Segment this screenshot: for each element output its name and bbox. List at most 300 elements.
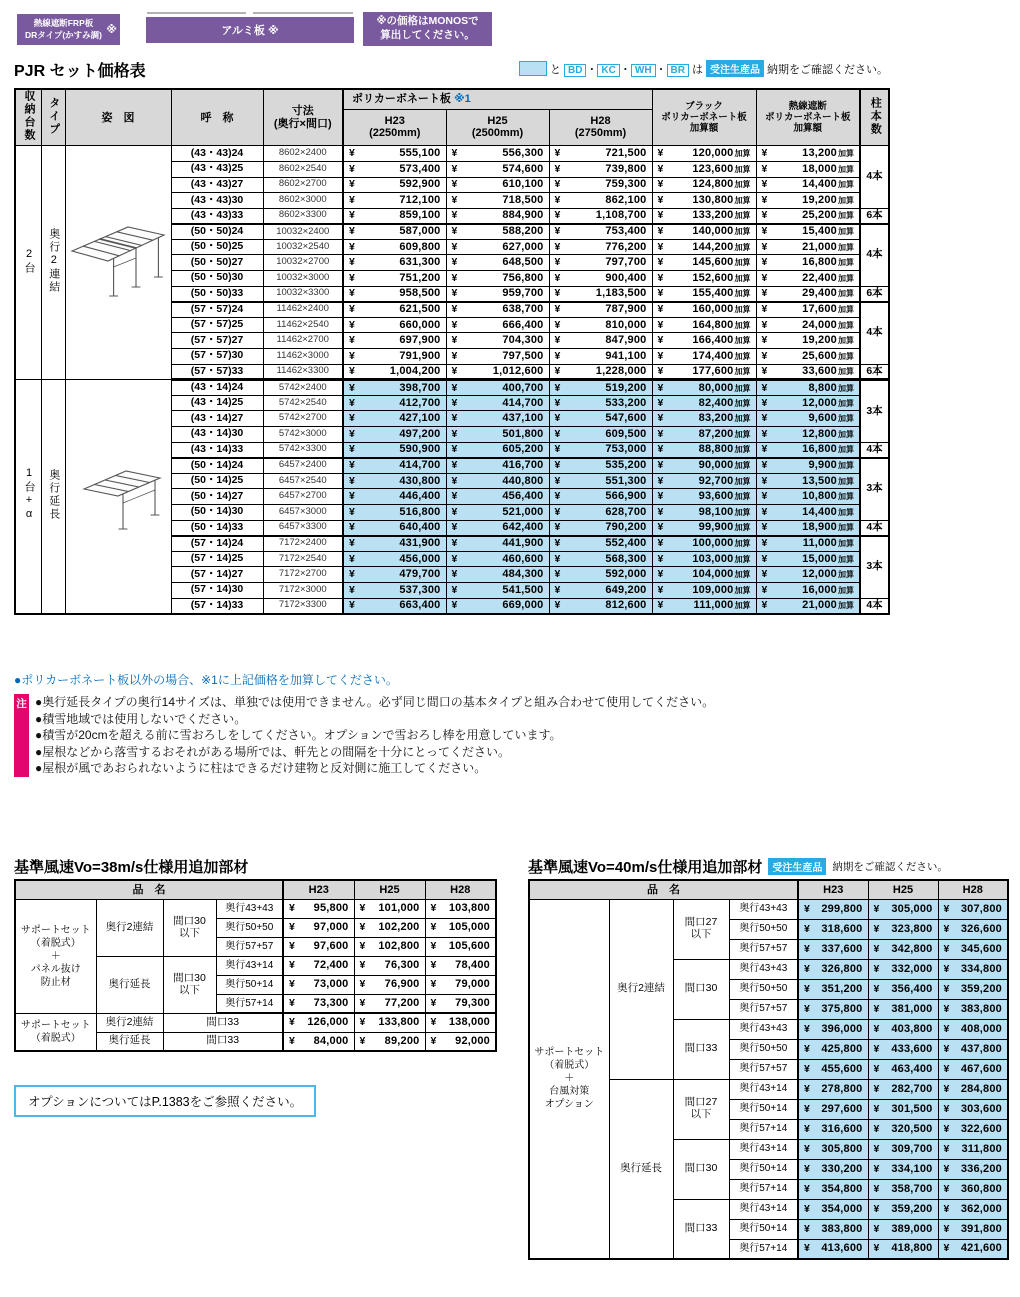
- price-cell: ¥ 776,200: [549, 239, 652, 255]
- price-cell: ¥ 516,800: [343, 504, 446, 520]
- price-cell: ¥ 535,200: [549, 458, 652, 474]
- price-cell: ¥ 413,600: [798, 1239, 868, 1259]
- price-cell: ¥ 93,600 加算: [652, 489, 756, 505]
- type-label: 奥行2連結: [96, 1013, 163, 1032]
- width-label: 間口30: [673, 1139, 729, 1199]
- price-cell: ¥ 282,700: [868, 1079, 938, 1099]
- price-cell: ¥ 663,400: [343, 598, 446, 614]
- type-label: 奥行2連結: [609, 899, 673, 1079]
- price-cell: ¥ 391,800: [938, 1219, 1008, 1239]
- price-cell: ¥ 299,800: [798, 899, 868, 919]
- price-cell: ¥ 959,700: [446, 286, 549, 302]
- pillar-count: 4本: [860, 442, 889, 458]
- price-cell: ¥ 25,600 加算: [756, 349, 860, 365]
- price-cell: ¥ 427,100: [343, 411, 446, 427]
- price-cell: ¥ 9,600 加算: [756, 411, 860, 427]
- model-name: (50・50)25: [171, 239, 263, 255]
- cell: H28: [938, 880, 1008, 899]
- model-name: (43・43)25: [171, 161, 263, 177]
- price-cell: ¥ 16,800 加算: [756, 255, 860, 271]
- made-to-order-badge: 受注生産品: [706, 60, 764, 77]
- depth-label: 奥行50+50: [729, 979, 798, 999]
- price-cell: ¥ 316,600: [798, 1119, 868, 1139]
- col-height-h25: H25 (2500mm): [446, 109, 549, 146]
- price-cell: ¥ 166,400 加算: [652, 333, 756, 349]
- model-name: (57・14)27: [171, 567, 263, 583]
- price-cell: ¥ 330,200: [798, 1159, 868, 1179]
- price-cell: ¥ 332,000: [868, 959, 938, 979]
- price-cell: ¥ 351,200: [798, 979, 868, 999]
- price-cell: ¥ 362,000: [938, 1199, 1008, 1219]
- model-name: (50・14)30: [171, 504, 263, 520]
- price-cell: ¥ 124,800 加算: [652, 177, 756, 193]
- model-name: (50・14)24: [171, 458, 263, 474]
- price-cell: ¥ 18,900 加算: [756, 520, 860, 536]
- price-cell: ¥ 941,100: [549, 349, 652, 365]
- size-value: 6457×2400: [263, 458, 343, 474]
- color-code-wh: WH: [631, 64, 656, 77]
- price-cell: ¥ 11,000 加算: [756, 536, 860, 552]
- price-cell: ¥ 33,600 加算: [756, 364, 860, 380]
- dot-separator: ・: [586, 63, 598, 76]
- model-name: (57・57)25: [171, 317, 263, 333]
- depth-label: 奥行43+14: [729, 1139, 798, 1159]
- price-cell: ¥ 322,600: [938, 1119, 1008, 1139]
- price-cell: ¥ 797,500: [446, 349, 549, 365]
- size-value: 11462×2700: [263, 333, 343, 349]
- price-cell: ¥ 358,700: [868, 1179, 938, 1199]
- price-cell: ¥ 79,300: [425, 994, 496, 1013]
- depth-label: 奥行57+14: [729, 1239, 798, 1259]
- depth-label: 奥行43+14: [216, 956, 283, 975]
- size-value: 7172×2400: [263, 536, 343, 552]
- carport-diagram-double: [69, 217, 167, 305]
- size-value: 8602×2700: [263, 177, 343, 193]
- price-cell: ¥ 14,400 加算: [756, 504, 860, 520]
- size-value: 11462×2400: [263, 302, 343, 318]
- size-value: 10032×3000: [263, 271, 343, 287]
- price-cell: ¥ 305,800: [798, 1139, 868, 1159]
- cell: H25: [868, 880, 938, 899]
- price-cell: ¥ 627,000: [446, 239, 549, 255]
- price-cell: ¥ 568,300: [549, 551, 652, 567]
- price-cell: ¥ 421,600: [938, 1239, 1008, 1259]
- type-label: 奥行2連結: [41, 146, 65, 380]
- col-height-h28: H28 (2750mm): [549, 109, 652, 146]
- price-cell: ¥ 398,700: [343, 380, 446, 396]
- model-name: (50・14)27: [171, 489, 263, 505]
- price-cell: ¥ 642,400: [446, 520, 549, 536]
- price-cell: ¥ 13,200 加算: [756, 146, 860, 162]
- size-value: 11462×3300: [263, 364, 343, 380]
- price-cell: ¥ 123,600 加算: [652, 161, 756, 177]
- model-name: (50・14)33: [171, 520, 263, 536]
- model-name: (57・14)30: [171, 582, 263, 598]
- depth-label: 奥行43+43: [729, 959, 798, 979]
- price-cell: ¥ 810,000: [549, 317, 652, 333]
- price-cell: ¥ 138,000: [425, 1013, 496, 1032]
- price-cell: ¥ 25,200 加算: [756, 208, 860, 224]
- pillar-count: 4本: [860, 146, 889, 208]
- price-cell: ¥ 753,000: [549, 442, 652, 458]
- price-cell: ¥ 797,700: [549, 255, 652, 271]
- depth-label: 奥行57+14: [729, 1179, 798, 1199]
- type-label: 奥行2連結: [96, 899, 163, 956]
- model-name: (57・14)33: [171, 598, 263, 614]
- size-value: 8602×2400: [263, 146, 343, 162]
- model-name: (50・50)33: [171, 286, 263, 302]
- type-label: 奥行延長: [41, 380, 65, 614]
- depth-label: 奥行50+50: [729, 919, 798, 939]
- size-value: 5742×3000: [263, 427, 343, 443]
- price-cell: ¥ 484,300: [446, 567, 549, 583]
- price-cell: ¥ 21,000 加算: [756, 598, 860, 614]
- highlight-swatch: [519, 61, 547, 76]
- price-cell: ¥ 446,400: [343, 489, 446, 505]
- size-value: 8602×2540: [263, 161, 343, 177]
- col-pillar-count: 柱本数: [860, 89, 889, 146]
- price-cell: ¥ 15,000 加算: [756, 551, 860, 567]
- price-cell: ¥ 78,400: [425, 956, 496, 975]
- polycarbonate-note: ●ポリカーボネート板以外の場合、※1に上記価格を加算してください。: [14, 673, 398, 687]
- legend-note: 納期をご確認ください。: [767, 63, 888, 76]
- option-reference-note: オプションについてはP.1383をご参照ください。: [14, 1085, 316, 1117]
- storage-count-label: 1台+α: [15, 380, 41, 614]
- pillar-count: 3本: [860, 458, 889, 520]
- price-cell: ¥ 15,400 加算: [756, 224, 860, 240]
- price-cell: ¥ 660,000: [343, 317, 446, 333]
- size-value: 7172×3300: [263, 598, 343, 614]
- price-cell: ¥ 649,200: [549, 582, 652, 598]
- price-cell: ¥ 416,700: [446, 458, 549, 474]
- depth-label: 奥行43+43: [729, 899, 798, 919]
- price-cell: ¥ 430,800: [343, 473, 446, 489]
- price-cell: ¥ 467,600: [938, 1059, 1008, 1079]
- depth-label: 奥行57+57: [729, 999, 798, 1019]
- price-cell: ¥ 573,400: [343, 161, 446, 177]
- model-name: (43・14)30: [171, 427, 263, 443]
- price-cell: ¥ 101,000: [354, 899, 425, 918]
- price-cell: ¥ 628,700: [549, 504, 652, 520]
- col-type: タイプ: [41, 89, 65, 146]
- model-name: (57・57)30: [171, 349, 263, 365]
- price-cell: ¥ 80,000 加算: [652, 380, 756, 396]
- price-cell: ¥ 88,800 加算: [652, 442, 756, 458]
- price-cell: ¥ 533,200: [549, 395, 652, 411]
- size-value: 5742×2540: [263, 395, 343, 411]
- price-cell: ¥ 418,800: [868, 1239, 938, 1259]
- price-cell: ¥ 884,900: [446, 208, 549, 224]
- price-cell: ¥ 574,600: [446, 161, 549, 177]
- price-cell: ¥ 383,800: [798, 1219, 868, 1239]
- price-cell: ¥ 12,000 加算: [756, 395, 860, 411]
- leader-line: [147, 12, 246, 14]
- price-cell: ¥ 900,400: [549, 271, 652, 287]
- price-cell: ¥ 19,200 加算: [756, 333, 860, 349]
- pillar-count: 4本: [860, 520, 889, 536]
- price-cell: ¥ 790,200: [549, 520, 652, 536]
- price-cell: ¥ 160,000 加算: [652, 302, 756, 318]
- model-name: (57・14)24: [171, 536, 263, 552]
- size-value: 7172×3000: [263, 582, 343, 598]
- price-cell: ¥ 16,800 加算: [756, 442, 860, 458]
- carport-single: [65, 380, 171, 614]
- page-title: PJR セット価格表: [14, 63, 146, 80]
- caution-items: [35, 694, 714, 777]
- price-cell: ¥ 334,800: [938, 959, 1008, 979]
- cell: H28: [425, 880, 496, 899]
- price-cell: ¥ 437,100: [446, 411, 549, 427]
- model-name: (43・14)27: [171, 411, 263, 427]
- width-label: 間口33: [673, 1199, 729, 1259]
- price-cell: ¥ 126,000: [283, 1013, 354, 1032]
- price-cell: ¥ 345,600: [938, 939, 1008, 959]
- width-label: 間口30: [673, 959, 729, 1019]
- depth-label: 奥行50+14: [729, 1099, 798, 1119]
- price-cell: ¥ 375,800: [798, 999, 868, 1019]
- price-cell: ¥ 144,200 加算: [652, 239, 756, 255]
- price-cell: ¥ 105,600: [425, 937, 496, 956]
- price-cell: ¥ 354,800: [798, 1179, 868, 1199]
- color-code-bd: BD: [564, 64, 586, 77]
- pillar-count: 3本: [860, 380, 889, 442]
- width-label: 間口27 以下: [673, 1079, 729, 1139]
- price-cell: ¥ 21,000 加算: [756, 239, 860, 255]
- dot-separator: ・: [655, 63, 667, 76]
- price-cell: ¥ 847,900: [549, 333, 652, 349]
- color-code-kc: KC: [597, 64, 619, 77]
- price-cell: ¥ 356,400: [868, 979, 938, 999]
- col-product-name: 品 名: [529, 880, 798, 899]
- price-cell: ¥ 120,000 加算: [652, 146, 756, 162]
- price-cell: ¥ 342,800: [868, 939, 938, 959]
- depth-label: 奥行43+14: [729, 1079, 798, 1099]
- caution-item: ●奥行延長タイプの奥行14サイズは、単独では使用できません。必ず同じ間口の基本タイプと組み合わせて使用してください。: [35, 695, 715, 709]
- price-cell: ¥ 111,000 加算: [652, 598, 756, 614]
- pillar-count: 6本: [860, 208, 889, 224]
- price-cell: ¥ 130,800 加算: [652, 193, 756, 209]
- price-cell: ¥ 437,800: [938, 1039, 1008, 1059]
- price-cell: ¥ 16,000 加算: [756, 582, 860, 598]
- model-name: (57・14)25: [171, 551, 263, 567]
- price-cell: ¥ 72,400: [283, 956, 354, 975]
- width-label: 間口30 以下: [163, 899, 216, 956]
- price-cell: ¥ 83,200 加算: [652, 411, 756, 427]
- price-cell: ¥ 1,004,200: [343, 364, 446, 380]
- frp-badge-line1: 熱線遮断FRP板: [33, 18, 94, 29]
- model-name: (57・57)24: [171, 302, 263, 318]
- price-cell: ¥ 609,500: [549, 427, 652, 443]
- price-cell: ¥ 669,000: [446, 598, 549, 614]
- price-cell: ¥ 174,400 加算: [652, 349, 756, 365]
- price-cell: ¥ 320,500: [868, 1119, 938, 1139]
- price-cell: ¥ 666,400: [446, 317, 549, 333]
- price-cell: ¥ 605,200: [446, 442, 549, 458]
- price-cell: ¥ 431,900: [343, 536, 446, 552]
- price-cell: ¥ 13,500 加算: [756, 473, 860, 489]
- price-cell: ¥ 100,000 加算: [652, 536, 756, 552]
- price-cell: ¥ 551,300: [549, 473, 652, 489]
- price-cell: ¥ 1,108,700: [549, 208, 652, 224]
- delivery-note: 納期をご確認ください。: [832, 861, 948, 873]
- model-name: (50・50)27: [171, 255, 263, 271]
- price-cell: ¥ 592,900: [343, 177, 446, 193]
- wind40-table-wrap: [528, 879, 1009, 1260]
- price-cell: ¥ 718,500: [446, 193, 549, 209]
- price-cell: ¥ 590,900: [343, 442, 446, 458]
- price-cell: ¥ 76,300: [354, 956, 425, 975]
- size-value: 6457×3000: [263, 504, 343, 520]
- price-cell: ¥ 396,000: [798, 1019, 868, 1039]
- price-cell: ¥ 862,100: [549, 193, 652, 209]
- product-name: サポートセット （着脱式） ＋ パネル抜け 防止材: [15, 899, 96, 1013]
- depth-label: 奥行57+57: [216, 937, 283, 956]
- frp-panel-badge: [17, 14, 120, 45]
- price-cell: ¥ 307,800: [938, 899, 1008, 919]
- price-cell: ¥ 22,400 加算: [756, 271, 860, 287]
- price-cell: ¥ 456,400: [446, 489, 549, 505]
- price-cell: ¥ 463,400: [868, 1059, 938, 1079]
- price-cell: ¥ 326,600: [938, 919, 1008, 939]
- price-cell: ¥ 519,200: [549, 380, 652, 396]
- price-cell: ¥ 587,000: [343, 224, 446, 240]
- wind40-table: [528, 879, 1009, 1260]
- price-cell: ¥ 76,900: [354, 975, 425, 994]
- width-label: 間口30 以下: [163, 956, 216, 1013]
- price-cell: ¥ 712,100: [343, 193, 446, 209]
- depth-label: 奥行50+14: [216, 975, 283, 994]
- caution-item: ●屋根などから落雪するおそれがある場所では、軒先との間隔を十分にとってください。: [35, 744, 511, 759]
- size-value: 10032×2400: [263, 224, 343, 240]
- size-value: 5742×2700: [263, 411, 343, 427]
- price-cell: ¥ 155,400 加算: [652, 286, 756, 302]
- price-cell: ¥ 90,000 加算: [652, 458, 756, 474]
- col-size: 寸法 (奥行×間口): [263, 89, 343, 146]
- col-product-name: 品 名: [15, 880, 283, 899]
- price-cell: ¥ 24,000 加算: [756, 317, 860, 333]
- price-cell: ¥ 12,000 加算: [756, 567, 860, 583]
- pillar-count: 3本: [860, 536, 889, 598]
- price-cell: ¥ 425,800: [798, 1039, 868, 1059]
- price-cell: ¥ 640,400: [343, 520, 446, 536]
- pjr-price-table: [14, 88, 890, 615]
- col-height-h23: H23 (2250mm): [343, 109, 446, 146]
- legend-text: と: [549, 63, 561, 76]
- price-cell: ¥ 323,800: [868, 919, 938, 939]
- price-cell: ¥ 1,183,500: [549, 286, 652, 302]
- cell: H23: [798, 880, 868, 899]
- price-cell: ¥ 95,800: [283, 899, 354, 918]
- price-cell: ¥ 631,300: [343, 255, 446, 271]
- price-cell: ¥ 359,200: [868, 1199, 938, 1219]
- pillar-count: 6本: [860, 286, 889, 302]
- price-cell: ¥ 610,100: [446, 177, 549, 193]
- model-name: (43・14)25: [171, 395, 263, 411]
- price-cell: ¥ 440,800: [446, 473, 549, 489]
- type-label: 奥行延長: [609, 1079, 673, 1259]
- price-cell: ¥ 721,500: [549, 146, 652, 162]
- price-cell: ¥ 389,000: [868, 1219, 938, 1239]
- color-code-list: [564, 61, 689, 77]
- price-cell: ¥ 326,800: [798, 959, 868, 979]
- width-label: 間口33: [673, 1019, 729, 1079]
- price-cell: ¥ 360,800: [938, 1179, 1008, 1199]
- order-product-legend: [519, 60, 888, 77]
- price-cell: ¥ 19,200 加算: [756, 193, 860, 209]
- price-cell: ¥ 297,600: [798, 1099, 868, 1119]
- pillar-count: 4本: [860, 224, 889, 286]
- width-label: 間口33: [163, 1013, 283, 1032]
- pillar-count: 4本: [860, 302, 889, 364]
- price-cell: ¥ 140,000 加算: [652, 224, 756, 240]
- storage-count-label: 2台: [15, 146, 41, 380]
- price-cell: ¥ 441,900: [446, 536, 549, 552]
- price-cell: ¥ 102,800: [354, 937, 425, 956]
- price-cell: ¥ 97,600: [283, 937, 354, 956]
- price-cell: ¥ 704,300: [446, 333, 549, 349]
- price-cell: ¥ 301,500: [868, 1099, 938, 1119]
- price-cell: ¥ 537,300: [343, 582, 446, 598]
- depth-label: 奥行50+14: [729, 1159, 798, 1179]
- size-value: 6457×2700: [263, 489, 343, 505]
- frp-badge-line2: DRタイプ(かすみ調): [24, 29, 102, 40]
- price-cell: ¥ 739,800: [549, 161, 652, 177]
- price-cell: ¥ 697,900: [343, 333, 446, 349]
- monos-price-note: ※の価格はMONOSで 算出してください。: [363, 12, 492, 46]
- model-name: (43・43)27: [171, 177, 263, 193]
- model-name: (43・14)33: [171, 442, 263, 458]
- size-value: 7172×2700: [263, 567, 343, 583]
- asterisk-mark: ※: [106, 24, 117, 36]
- size-value: 11462×3000: [263, 349, 343, 365]
- caution-item: ●積雪が20cmを超える前に雪おろしをしてください。オプションで雪おろし棒を用意しています。: [35, 728, 562, 742]
- price-cell: ¥ 1,012,600: [446, 364, 549, 380]
- size-value: 7172×2540: [263, 551, 343, 567]
- price-cell: ¥ 859,100: [343, 208, 446, 224]
- price-cell: ¥ 17,600 加算: [756, 302, 860, 318]
- price-cell: ¥ 103,800: [425, 899, 496, 918]
- price-cell: ¥ 359,200: [938, 979, 1008, 999]
- price-cell: ¥ 456,000: [343, 551, 446, 567]
- wind40-section-title: [528, 856, 948, 877]
- price-cell: ¥ 133,800: [354, 1013, 425, 1032]
- price-cell: ¥ 103,000 加算: [652, 551, 756, 567]
- price-cell: ¥ 177,600 加算: [652, 364, 756, 380]
- price-cell: ¥ 318,600: [798, 919, 868, 939]
- model-name: (57・57)27: [171, 333, 263, 349]
- price-cell: ¥ 284,800: [938, 1079, 1008, 1099]
- price-cell: ¥ 278,800: [798, 1079, 868, 1099]
- caution-item: ●屋根が風であおられないように柱はできるだけ建物と反対側に施工してください。: [35, 761, 487, 775]
- price-cell: ¥ 145,600 加算: [652, 255, 756, 271]
- size-value: 5742×2400: [263, 380, 343, 396]
- price-cell: ¥ 1,228,000: [549, 364, 652, 380]
- price-cell: ¥ 753,400: [549, 224, 652, 240]
- price-cell: ¥ 501,800: [446, 427, 549, 443]
- size-value: 11462×2540: [263, 317, 343, 333]
- price-cell: ¥ 412,700: [343, 395, 446, 411]
- aluminum-panel-badge: アルミ板 ※: [146, 17, 354, 43]
- col-polycarbonate: ポリカーボネート板 ※1: [343, 89, 652, 109]
- wind40-title-text: 基準風速Vo=40m/s仕様用追加部材: [528, 859, 763, 876]
- price-cell: ¥ 73,000: [283, 975, 354, 994]
- wind38-section-title: 基準風速Vo=38m/s仕様用追加部材: [14, 859, 249, 876]
- price-cell: ¥ 566,900: [549, 489, 652, 505]
- price-cell: ¥ 97,000: [283, 918, 354, 937]
- depth-label: 奥行50+14: [729, 1219, 798, 1239]
- price-cell: ¥ 588,200: [446, 224, 549, 240]
- cell: H25: [354, 880, 425, 899]
